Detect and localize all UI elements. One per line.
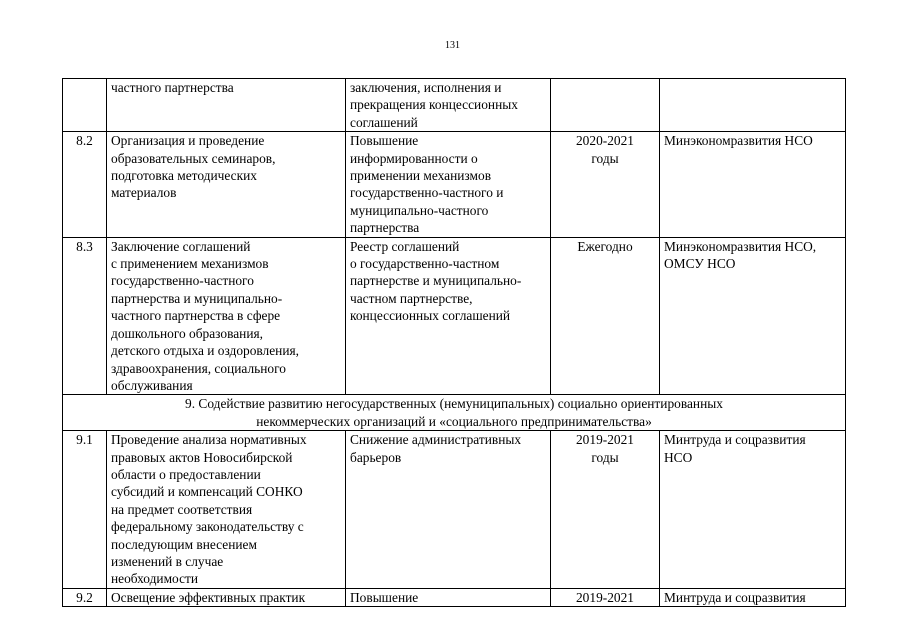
measures-table <box>62 78 846 607</box>
term-cell: 2019-2021 годы <box>551 431 660 589</box>
table-row <box>63 132 846 237</box>
executor-cell: Минтруда и соцразвития НСО <box>660 431 846 589</box>
table-row <box>63 431 846 589</box>
executor-cell: Минтруда и соцразвития <box>660 588 846 606</box>
result-cell: Повышение информированности о применении механизмов государственно-частного и муниципально-частного партнерства <box>346 132 551 237</box>
row-number: 9.2 <box>63 588 107 606</box>
table-row <box>63 79 846 132</box>
row-number: 9.1 <box>63 431 107 589</box>
activity-cell: Организация и проведение образовательных семинаров, подготовка методических материалов <box>107 132 346 237</box>
row-number: 8.2 <box>63 132 107 237</box>
executor-cell <box>660 79 846 132</box>
activity-cell: Заключение соглашений с применением механизмов государственно-частного партнерства и муниципально- частного партнерства в сфере дошкольного образования, детского отдыха и оздоровления, здравоохранения, социального обслуживания <box>107 237 346 395</box>
executor-cell: Минэкономразвития НСО <box>660 132 846 237</box>
table-row <box>63 237 846 395</box>
result-cell: Реестр соглашений о государственно-частном партнерстве и муниципально- частном партнерстве, концессионных соглашений <box>346 237 551 395</box>
term-cell: 2019-2021 <box>551 588 660 606</box>
activity-cell: частного партнерства <box>107 79 346 132</box>
activity-cell: Проведение анализа нормативных правовых актов Новосибирской области о предоставлении субсидий и компенсаций СОНКО на предмет соответствия федеральному законодательству с последующим внесением изменений в случае необходимости <box>107 431 346 589</box>
term-cell <box>551 79 660 132</box>
result-cell: Повышение <box>346 588 551 606</box>
row-number: 8.3 <box>63 237 107 395</box>
table-row <box>63 588 846 606</box>
result-cell: Снижение административных барьеров <box>346 431 551 589</box>
activity-cell: Освещение эффективных практик <box>107 588 346 606</box>
term-cell: 2020-2021 годы <box>551 132 660 237</box>
section-row <box>63 395 846 431</box>
result-cell: заключения, исполнения и прекращения концессионных соглашений <box>346 79 551 132</box>
page-number: 131 <box>445 40 460 51</box>
row-number <box>63 79 107 132</box>
section-heading: 9. Содействие развитию негосударственных (немуниципальных) социально ориентированных некоммерческих организаций и «социального предпринимательства» <box>63 395 846 431</box>
executor-cell: Минэкономразвития НСО, ОМСУ НСО <box>660 237 846 395</box>
term-cell: Ежегодно <box>551 237 660 395</box>
